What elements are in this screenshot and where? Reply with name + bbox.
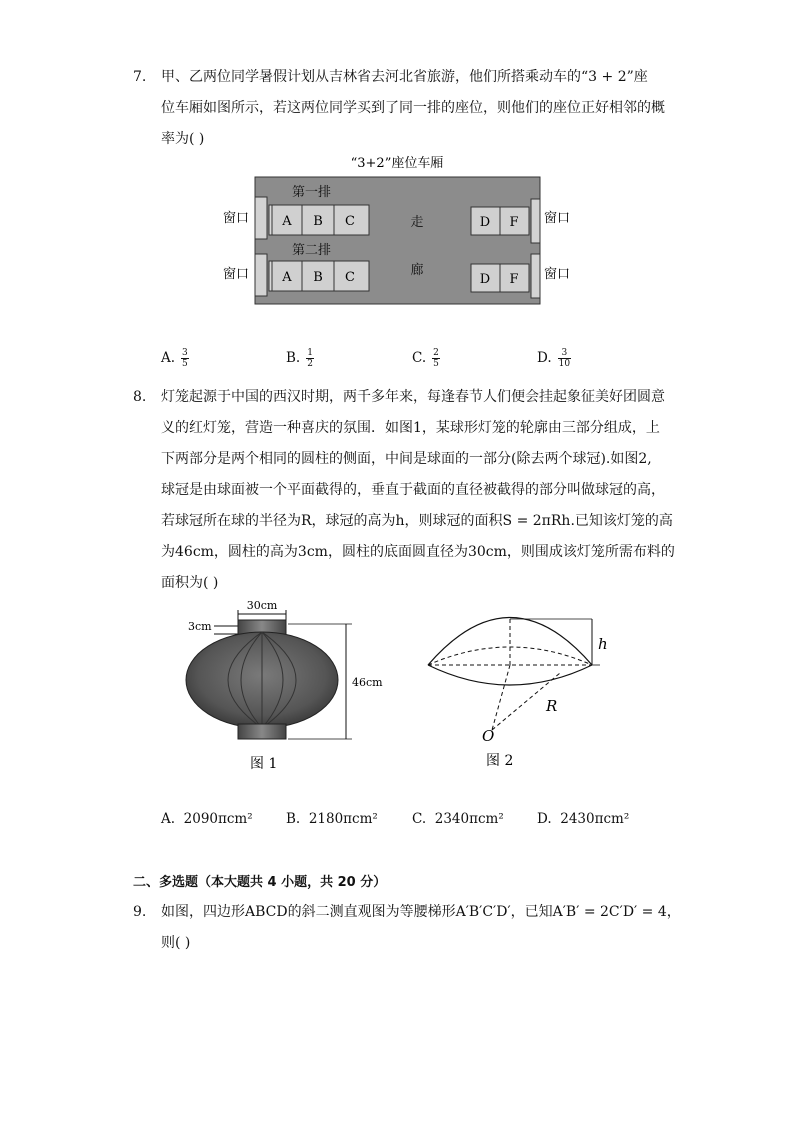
question-8-line-5: 若球冠所在球的半径为R，球冠的高为h，则球冠的面积S = 2πRh.已知该灯笼的高 — [161, 513, 673, 529]
seat-2A-label: A — [282, 270, 292, 285]
question-8-line-3: 下两部分是两个相同的圆柱的侧面，中间是球面的一部分(除去两个球冠).如图2, — [161, 451, 652, 467]
O-label: O — [482, 727, 495, 745]
seat-2C-label: C — [345, 270, 355, 285]
figure-2-caption: 图 2 — [486, 753, 514, 769]
cap-base-front — [428, 665, 592, 685]
row-2-label: 第二排 — [292, 243, 332, 258]
center-to-base-line — [492, 665, 510, 730]
q8-option-c[interactable]: C. 2340πcm² — [412, 811, 504, 827]
left-window-2 — [255, 254, 267, 296]
seat-1D-label: D — [479, 215, 491, 230]
question-8-number: 8. — [133, 389, 147, 405]
right-window-2 — [531, 254, 540, 298]
row-1-label: 第一排 — [292, 185, 332, 200]
seat-1F-label: F — [509, 215, 519, 230]
right-window-1 — [531, 199, 540, 243]
bottom-cylinder — [238, 724, 286, 739]
q8-option-d[interactable]: D. 2430πcm² — [537, 811, 630, 827]
aisle-label-bottom: 廊 — [410, 263, 424, 278]
h-label: h — [598, 635, 608, 653]
top-dim-label: 30cm — [246, 599, 278, 612]
question-9-line-1: 如图，四边形ABCD的斜二测直观图为等腰梯形A′B′C′D′，已知A′B′ = 2C′D′ = 4， — [161, 904, 681, 920]
window-label-right-1: 窗口 — [544, 211, 571, 226]
seat-2F-label: F — [509, 272, 519, 287]
seat-1B-label: B — [313, 214, 323, 229]
question-8-line-2: 义的红灯笼，营造一种喜庆的氛围．如图1，某球形灯笼的轮廓由三部分组成，上 — [161, 420, 660, 436]
question-8-line-6: 为46cm，圆柱的高为3cm，圆柱的底面圆直径为30cm，则围成该灯笼所需布料的 — [161, 544, 675, 560]
spherical-cap-figure — [420, 605, 620, 775]
seat-1C-label: C — [345, 214, 355, 229]
q7-option-c[interactable]: C. $\frac{2}{5}$ — [412, 348, 439, 369]
aisle-label-top: 走 — [410, 215, 424, 230]
question-8-line-1: 灯笼起源于中国的西汉时期，两千多年来，每逢春节人们便会挂起象征美好团圆意 — [161, 389, 665, 405]
question-8-line-4: 球冠是由球面被一个平面截得的，垂直于截面的直径被截得的部分叫做球冠的高， — [161, 482, 665, 498]
section-2-heading: 二、多选题（本大题共 4 小题，共 20 分） — [133, 875, 387, 890]
question-9-line-2: 则( ) — [161, 935, 191, 951]
question-7-number: 7. — [133, 69, 147, 85]
lantern-figure — [180, 596, 400, 776]
left-window-1 — [255, 197, 267, 239]
seat-layout-figure — [215, 150, 585, 310]
window-label-right-2: 窗口 — [544, 267, 571, 282]
window-label-left-1: 窗口 — [223, 211, 250, 226]
q7-option-b[interactable]: B. $\frac{1}{2}$ — [286, 348, 313, 369]
q7-option-d[interactable]: D. $\frac{3}{10}$ — [537, 348, 571, 369]
seat-1A-label: A — [282, 214, 292, 229]
R-label: R — [546, 697, 558, 715]
seat-2B-label: B — [313, 270, 323, 285]
seat-2D-label: D — [479, 272, 491, 287]
question-7-line-3: 率为( ) — [161, 131, 205, 147]
left-dim-label: 3cm — [188, 620, 212, 633]
window-label-left-2: 窗口 — [223, 267, 250, 282]
question-7-line-2: 位车厢如图所示，若这两位同学买到了同一排的座位，则他们的座位正好相邻的概 — [161, 100, 665, 116]
seat-figure-title: “3+2”座位车厢 — [350, 156, 444, 171]
question-8-line-7: 面积为( ) — [161, 575, 219, 591]
question-7-line-1: 甲、乙两位同学暑假计划从吉林省去河北省旅游，他们所搭乘动车的“3 + 2”座 — [161, 69, 648, 85]
q7-option-a[interactable]: A. $\frac{3}{5}$ — [161, 348, 188, 369]
q8-option-b[interactable]: B. 2180πcm² — [286, 811, 378, 827]
q8-option-a[interactable]: A. 2090πcm² — [161, 811, 253, 827]
figure-1-caption: 图 1 — [250, 756, 278, 772]
question-9-number: 9. — [133, 904, 147, 920]
right-dim-label: 46cm — [352, 676, 383, 689]
